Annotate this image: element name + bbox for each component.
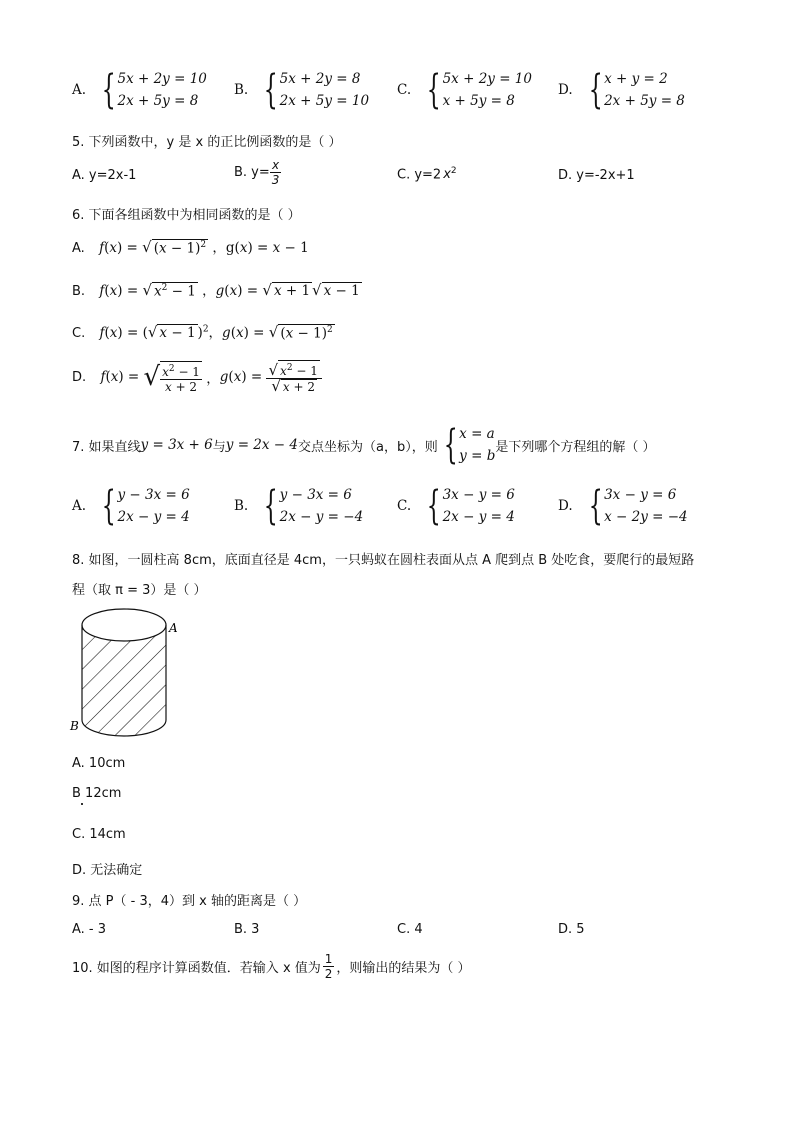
equation: 2x + 5y = 8 — [117, 93, 199, 109]
line-equation: y = 3x + 6 — [140, 437, 213, 453]
cylinder-diagram — [68, 604, 188, 746]
q5-stem: 5. 下列函数中，y 是 x 的正比例函数的是（ ） — [72, 135, 342, 150]
equation: 5x + 2y = 10 — [442, 71, 532, 87]
q7-option-c: C. { 3x − y = 6 2x − y = 4 — [397, 483, 515, 529]
q8-option-b: B 12cm — [72, 786, 122, 801]
math-expression: f(x) = √ $x^2 - 1$ ，g(x) = √ x + 1 √ x − 1 — [99, 281, 360, 299]
q6-option-d: D. f ( x ) = √ $\frac{x^2 - 1}{x + 2}$ ， g ( x ) = $\frac{√ x^2 - 1}{√ x + 2}$ — [72, 360, 322, 394]
stray-dot — [81, 803, 83, 805]
q4-option-d: D. { x + y = 2 2x + 5y = 8 — [558, 67, 685, 113]
equation: 2x + 5y = 8 — [604, 93, 685, 109]
math-expression: f ( x ) = √ $\frac{x^2 - 1}{x + 2}$ ， g ( x ) = $\frac{√ x^2 - 1}{√ x + 2}$ — [100, 360, 321, 394]
equation: 5x + 2y = 8 — [279, 71, 361, 87]
q5-option-b: B. y= $\frac{x}{3}$ — [234, 158, 280, 187]
q6-option-c: C. f(x) = (√ x − 1 )$^2$，g(x) = √ $(x - 1)^2$ — [72, 323, 333, 341]
q9-option-c: C. 4 — [397, 922, 423, 937]
equation: x + y = 2 — [604, 71, 668, 87]
q8-stem-line2: 程（取 π = 3）是（ ） — [72, 583, 207, 598]
q8-stem-line1: 8. 如图，一圆柱高 8cm，底面直径是 4cm，一只蚂蚁在圆柱表面从点 A 爬到点 B 处吃食，要爬行的最短路 — [72, 553, 695, 568]
fraction: $\frac{1}{2}$ — [324, 952, 333, 981]
equation: 2x + 5y = 10 — [279, 93, 370, 109]
point-b-label: B — [70, 719, 79, 733]
q9-option-a: A. - 3 — [72, 922, 107, 937]
q9-stem: 9. 点 P（ - 3，4）到 x 轴的距离是（ ） — [72, 894, 307, 909]
q4-option-b: B. { 5x + 2y = 8 2x + 5y = 10 — [234, 67, 370, 113]
q9-option-b: B. 3 — [234, 922, 260, 937]
q7-stem: 7. 如果直线 y = 3x + 6 与 y = 2x − 4 交点坐标为（a，b），则 { x = a y = b 是下列哪个方程组的解（ ） — [72, 422, 656, 468]
cylinder-figure — [68, 604, 188, 746]
fraction: $\frac{x}{3}$ — [271, 158, 280, 187]
q4-option-a: A. { 5x + 2y = 10 2x + 5y = 8 — [72, 67, 207, 113]
math-expression: f(x) = (√ x − 1 )$^2$，g(x) = √ $(x - 1)^2$ — [99, 323, 333, 341]
q5-option-c: C. y=2 $x^2$ — [397, 166, 457, 183]
q4-option-c: C. { 5x + 2y = 10 x + 5y = 8 — [397, 67, 532, 113]
q5-option-d: D. y=-2x+1 — [558, 168, 635, 183]
q5-option-a: A. y=2x-1 — [72, 168, 137, 183]
q6-stem: 6. 下面各组函数中为相同函数的是（ ） — [72, 208, 301, 223]
q7-option-b: B. { y − 3x = 6 2x − y = −4 — [234, 483, 364, 529]
q9-option-d: D. 5 — [558, 922, 585, 937]
equation: x + 5y = 8 — [442, 93, 515, 109]
cylinder-top — [82, 609, 166, 641]
q8-option-c: C. 14cm — [72, 827, 126, 842]
equation: 5x + 2y = 10 — [117, 71, 207, 87]
q10-stem: 10. 如图的程序计算函数值．若输入 x 值为 $\frac{1}{2}$ ，则输出的结果为（ ） — [72, 952, 471, 981]
q7-option-d: D. { 3x − y = 6 x − 2y = −4 — [558, 483, 688, 529]
q6-option-b: B. f(x) = √ $x^2 - 1$ ，g(x) = √ x + 1 √ x − 1 — [72, 281, 360, 299]
math-expression: f(x) = √ $(x - 1)^2$ ，g(x) = x − 1 — [99, 238, 309, 256]
point-a-label: A — [169, 621, 178, 635]
q8-option-d: D. 无法确定 — [72, 863, 143, 878]
line-equation: y = 2x − 4 — [225, 437, 298, 453]
q7-option-a: A. { y − 3x = 6 2x − y = 4 — [72, 483, 190, 529]
q6-option-a: A. f(x) = √ $(x - 1)^2$ ，g(x) = x − 1 — [72, 238, 309, 256]
q8-option-a: A. 10cm — [72, 756, 126, 771]
